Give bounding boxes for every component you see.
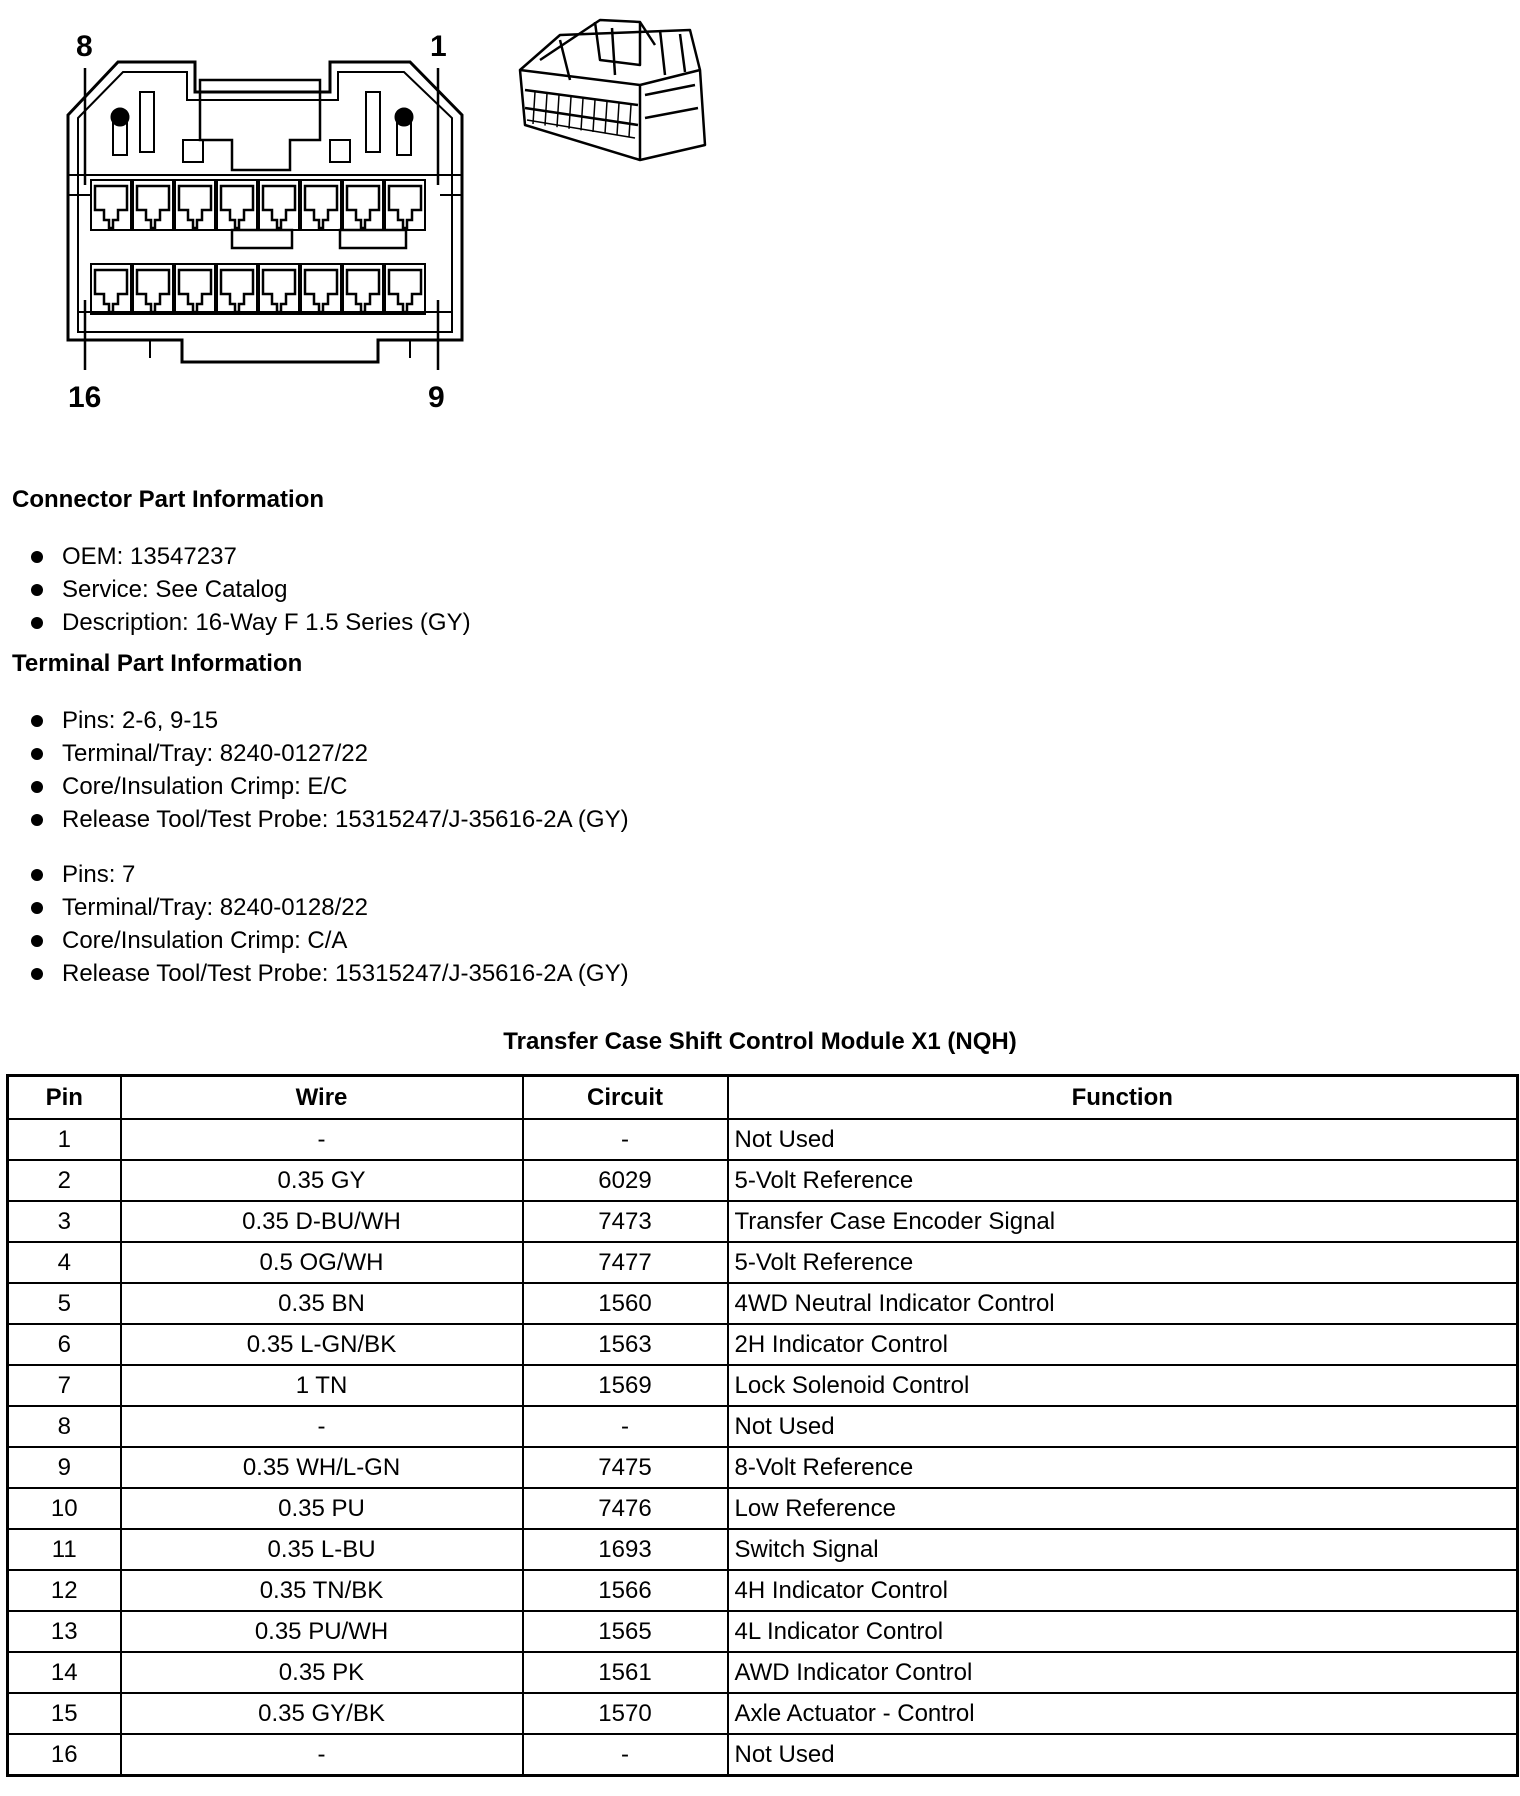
terminal-cavity xyxy=(95,270,127,312)
terminal-cavity xyxy=(221,186,253,228)
header-function: Function xyxy=(728,1076,1518,1120)
cell-function: 5-Volt Reference xyxy=(728,1160,1518,1201)
pin-label-9: 9 xyxy=(428,381,445,414)
cell-wire: 0.35 PU/WH xyxy=(121,1611,523,1652)
terminal-info-list-group-2 xyxy=(28,858,629,990)
cell-circuit: 1563 xyxy=(523,1324,728,1365)
cell-wire: 0.35 D-BU/WH xyxy=(121,1201,523,1242)
cell-function: Low Reference xyxy=(728,1488,1518,1529)
list-item: OEM: 13547237 xyxy=(28,540,471,573)
cell-function: Not Used xyxy=(728,1119,1518,1160)
table-header-row xyxy=(8,1076,1518,1120)
pin-label-8: 8 xyxy=(76,30,93,63)
cell-circuit: 1693 xyxy=(523,1529,728,1570)
cell-pin: 15 xyxy=(8,1693,121,1734)
terminal-info-heading: Terminal Part Information xyxy=(12,650,303,677)
cell-pin: 6 xyxy=(8,1324,121,1365)
list-item: Core/Insulation Crimp: E/C xyxy=(28,770,629,803)
terminal-info-list-group-1 xyxy=(28,704,629,836)
list-item: Release Tool/Test Probe: 15315247/J-35616-2A (GY) xyxy=(28,957,629,990)
cell-function: Not Used xyxy=(728,1406,1518,1447)
cell-circuit: 1565 xyxy=(523,1611,728,1652)
table-row xyxy=(8,1693,1518,1734)
cell-wire: 0.35 PU xyxy=(121,1488,523,1529)
cell-function: 2H Indicator Control xyxy=(728,1324,1518,1365)
list-item: Terminal/Tray: 8240-0127/22 xyxy=(28,737,629,770)
table-row xyxy=(8,1611,1518,1652)
cell-pin: 16 xyxy=(8,1734,121,1776)
cell-circuit: 7473 xyxy=(523,1201,728,1242)
cell-wire: 0.35 L-BU xyxy=(121,1529,523,1570)
cell-function: Lock Solenoid Control xyxy=(728,1365,1518,1406)
connector-info-heading: Connector Part Information xyxy=(12,486,325,513)
cell-function: 8-Volt Reference xyxy=(728,1447,1518,1488)
cell-circuit: 7475 xyxy=(523,1447,728,1488)
cell-wire: 0.35 L-GN/BK xyxy=(121,1324,523,1365)
cell-wire: - xyxy=(121,1734,523,1776)
cell-pin: 8 xyxy=(8,1406,121,1447)
cell-wire: 0.35 TN/BK xyxy=(121,1570,523,1611)
connector-housing-outline xyxy=(68,62,462,362)
table-title: Transfer Case Shift Control Module X1 (NQH) xyxy=(503,1028,1017,1055)
cell-wire: 0.35 GY/BK xyxy=(121,1693,523,1734)
cell-wire: 0.35 BN xyxy=(121,1283,523,1324)
table-row xyxy=(8,1529,1518,1570)
list-item: Description: 16-Way F 1.5 Series (GY) xyxy=(28,606,471,639)
cell-pin: 2 xyxy=(8,1160,121,1201)
terminal-cavity xyxy=(95,186,127,228)
list-item: Pins: 2-6, 9-15 xyxy=(28,704,629,737)
cell-wire: 1 TN xyxy=(121,1365,523,1406)
cell-function: 4H Indicator Control xyxy=(728,1570,1518,1611)
cell-wire: 0.35 WH/L-GN xyxy=(121,1447,523,1488)
cell-circuit: 1566 xyxy=(523,1570,728,1611)
table-row xyxy=(8,1324,1518,1365)
connector-isometric-image xyxy=(520,20,705,160)
cell-pin: 11 xyxy=(8,1529,121,1570)
cell-pin: 14 xyxy=(8,1652,121,1693)
table-row xyxy=(8,1652,1518,1693)
table-row xyxy=(8,1570,1518,1611)
cell-circuit: 1570 xyxy=(523,1693,728,1734)
cell-circuit: 6029 xyxy=(523,1160,728,1201)
cell-function: Not Used xyxy=(728,1734,1518,1776)
terminal-cavity xyxy=(263,186,295,228)
cell-function: 5-Volt Reference xyxy=(728,1242,1518,1283)
cell-wire: - xyxy=(121,1119,523,1160)
top-cavity-row xyxy=(91,180,425,230)
header-wire: Wire xyxy=(121,1076,523,1120)
cell-function: 4WD Neutral Indicator Control xyxy=(728,1283,1518,1324)
cell-pin: 9 xyxy=(8,1447,121,1488)
cell-circuit: - xyxy=(523,1119,728,1160)
list-item: Release Tool/Test Probe: 15315247/J-35616-2A (GY) xyxy=(28,803,629,836)
cell-function: Axle Actuator - Control xyxy=(728,1693,1518,1734)
cell-pin: 13 xyxy=(8,1611,121,1652)
terminal-cavity xyxy=(263,270,295,312)
cell-wire: 0.5 OG/WH xyxy=(121,1242,523,1283)
cell-wire: 0.35 PK xyxy=(121,1652,523,1693)
cell-pin: 4 xyxy=(8,1242,121,1283)
table-row xyxy=(8,1201,1518,1242)
header-pin: Pin xyxy=(8,1076,121,1120)
list-item: Terminal/Tray: 8240-0128/22 xyxy=(28,891,629,924)
cell-circuit: 1560 xyxy=(523,1283,728,1324)
cell-pin: 7 xyxy=(8,1365,121,1406)
header-circuit: Circuit xyxy=(523,1076,728,1120)
terminal-cavity xyxy=(137,270,169,312)
terminal-cavity xyxy=(221,270,253,312)
table-row xyxy=(8,1365,1518,1406)
terminal-cavity xyxy=(305,186,337,228)
cell-function: AWD Indicator Control xyxy=(728,1652,1518,1693)
cell-wire: 0.35 GY xyxy=(121,1160,523,1201)
cell-circuit: - xyxy=(523,1406,728,1447)
cell-circuit: 7476 xyxy=(523,1488,728,1529)
cell-function: Switch Signal xyxy=(728,1529,1518,1570)
terminal-cavity xyxy=(179,270,211,312)
terminal-cavity xyxy=(347,186,379,228)
cell-circuit: 1569 xyxy=(523,1365,728,1406)
cell-pin: 1 xyxy=(8,1119,121,1160)
table-row xyxy=(8,1160,1518,1201)
table-row xyxy=(8,1447,1518,1488)
terminal-cavity xyxy=(389,270,421,312)
cell-circuit: 7477 xyxy=(523,1242,728,1283)
terminal-cavity xyxy=(305,270,337,312)
cell-function: 4L Indicator Control xyxy=(728,1611,1518,1652)
cell-pin: 12 xyxy=(8,1570,121,1611)
table-row xyxy=(8,1119,1518,1160)
table-row xyxy=(8,1488,1518,1529)
cell-circuit: - xyxy=(523,1734,728,1776)
terminal-cavity xyxy=(179,186,211,228)
terminal-cavity xyxy=(347,270,379,312)
table-row xyxy=(8,1734,1518,1776)
connector-info-list xyxy=(28,540,471,639)
terminal-cavity xyxy=(389,186,421,228)
list-item: Pins: 7 xyxy=(28,858,629,891)
list-item: Service: See Catalog xyxy=(28,573,471,606)
cell-circuit: 1561 xyxy=(523,1652,728,1693)
cell-wire: - xyxy=(121,1406,523,1447)
cell-function: Transfer Case Encoder Signal xyxy=(728,1201,1518,1242)
table-row xyxy=(8,1406,1518,1447)
cell-pin: 5 xyxy=(8,1283,121,1324)
bottom-cavity-row xyxy=(91,264,425,314)
terminal-cavity xyxy=(137,186,169,228)
table-row xyxy=(8,1283,1518,1324)
pin-label-16: 16 xyxy=(68,381,102,414)
cell-pin: 10 xyxy=(8,1488,121,1529)
table-row xyxy=(8,1242,1518,1283)
connector-diagram xyxy=(0,0,1520,440)
list-item: Core/Insulation Crimp: C/A xyxy=(28,924,629,957)
pinout-table xyxy=(6,1074,1519,1777)
pin-label-1: 1 xyxy=(430,30,447,63)
cell-pin: 3 xyxy=(8,1201,121,1242)
